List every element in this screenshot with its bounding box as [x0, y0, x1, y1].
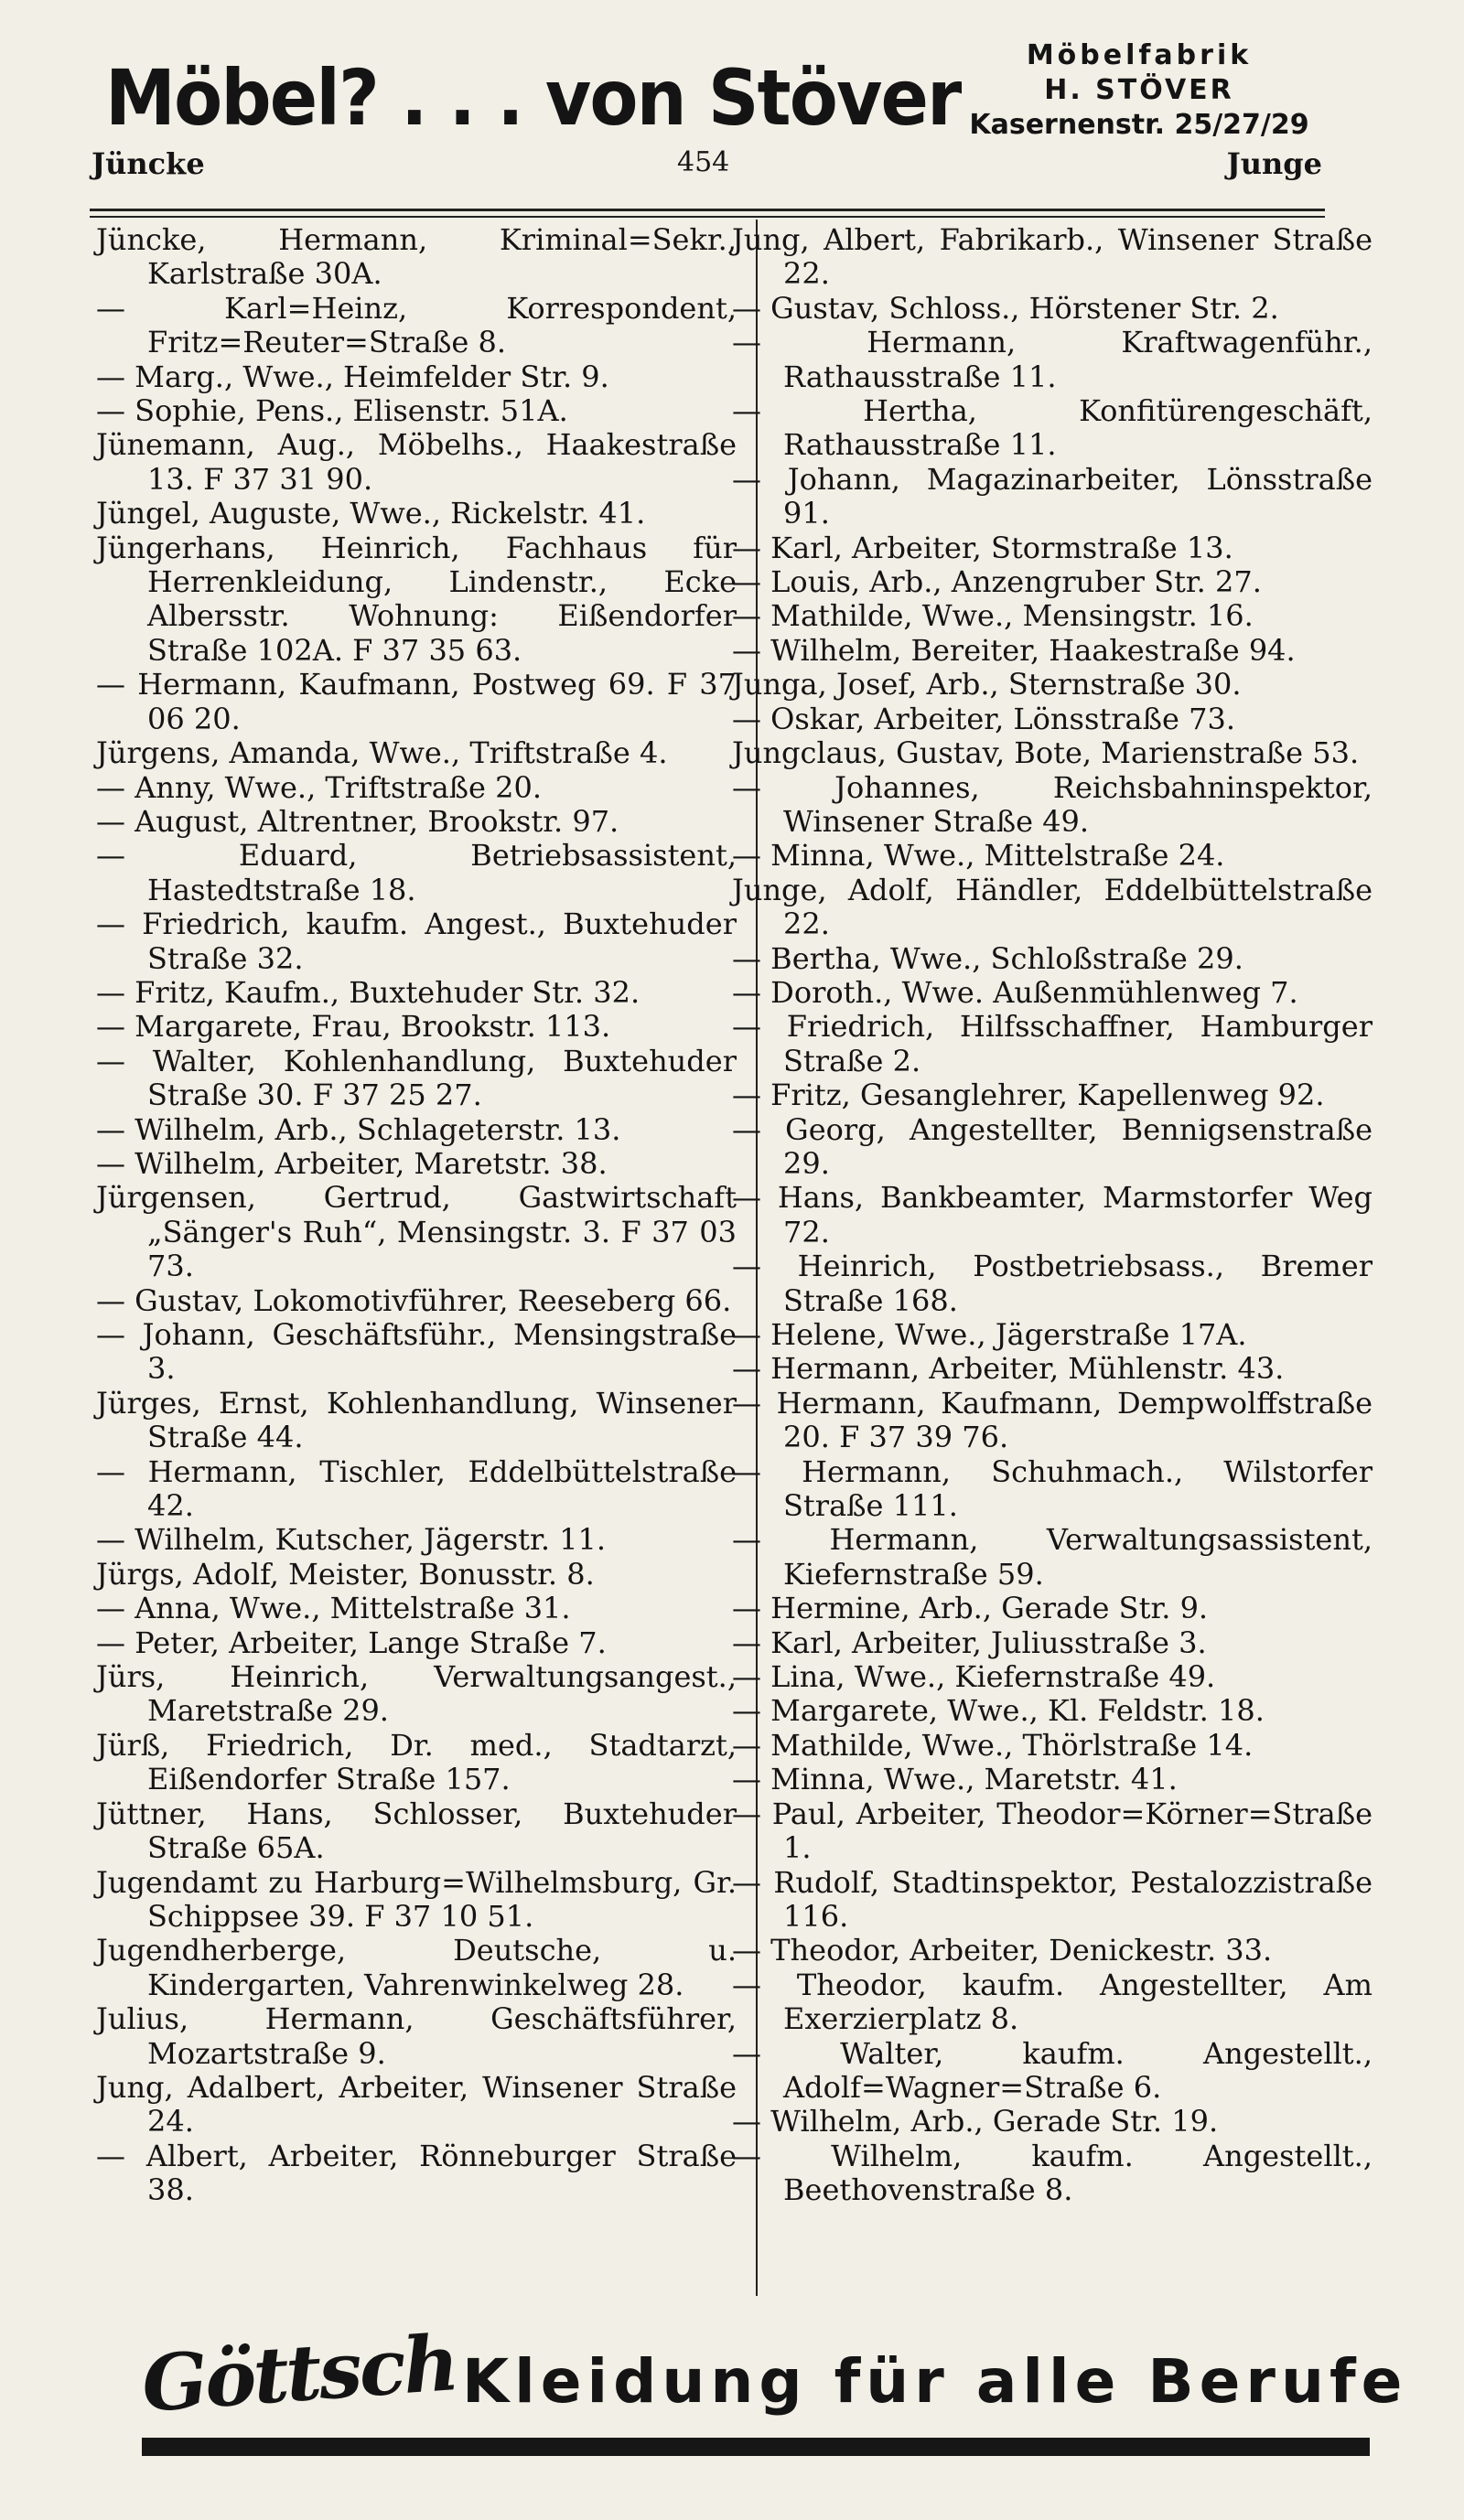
directory-entry: Jungclaus, Gustav, Bote, Marienstraße 53. — [732, 735, 1360, 771]
directory-entry: — Peter, Arbeiter, Lange Straße 7. — [96, 1625, 607, 1660]
directory-column-left — [96, 223, 737, 2208]
directory-entry: — Mathilde, Wwe., Thörlstraße 14. — [732, 1727, 1254, 1763]
directory-entry: — Gustav, Schloss., Hörstener Str. 2. — [732, 290, 1279, 326]
directory-entry: — Hermine, Arb., Gerade Str. 9. — [732, 1591, 1209, 1626]
directory-entry: — Friedrich, Hilfsschaffner, Hamburger Straße 2. — [732, 1009, 1372, 1078]
ad-slogan: Kleidung für alle Berufe — [462, 2346, 1408, 2417]
directory-entry: — Hertha, Konfitürengeschäft, Rathausstraße 11. — [732, 393, 1372, 463]
brand-logo: Göttsch — [138, 2317, 459, 2429]
directory-entry: — Hermann, Schuhmach., Wilstorfer Straße 111. — [732, 1453, 1372, 1524]
directory-entry: — Johann, Magazinarbeiter, Lönsstraße 91. — [732, 461, 1372, 531]
directory-entry: — Albert, Arbeiter, Rönneburger Straße 38. — [96, 2138, 737, 2208]
directory-entry: Jürß, Friedrich, Dr. med., Stadtarzt, Eißendorfer Straße 157. — [96, 1727, 737, 1797]
directory-entry: — Anny, Wwe., Triftstraße 20. — [96, 769, 543, 805]
directory-entry: — Wilhelm, Arb., Gerade Str. 19. — [732, 2104, 1219, 2139]
header-rule — [90, 209, 1325, 211]
top-advertisement — [105, 39, 1322, 154]
directory-entry: — Doroth., Wwe. Außenmühlenweg 7. — [732, 974, 1298, 1010]
directory-entry: — Anna, Wwe., Mittelstraße 31. — [96, 1591, 571, 1626]
ad-firm-block — [956, 38, 1322, 143]
directory-entry: — Karl, Arbeiter, Juliusstraße 3. — [732, 1625, 1207, 1660]
bottom-advertisement — [138, 2317, 1408, 2474]
directory-entry: — Rudolf, Stadtinspektor, Pestalozzistraße 116. — [732, 1864, 1372, 1934]
header-last-entry: Junge — [1226, 146, 1322, 181]
directory-entry: — Minna, Wwe., Maretstr. 41. — [732, 1762, 1178, 1797]
directory-entry: — Bertha, Wwe., Schloßstraße 29. — [732, 940, 1243, 976]
directory-entry: Jürgensen, Gertrud, Gastwirtschaft „Sänger's Ruh“, Mensingstr. 3. F 37 03 73. — [96, 1180, 737, 1284]
directory-entry: — Hermann, Arbeiter, Mühlenstr. 43. — [732, 1351, 1285, 1387]
directory-entry: Jung, Adalbert, Arbeiter, Winsener Straße 24. — [96, 2069, 737, 2139]
directory-entry: — Theodor, kaufm. Angestellter, Am Exerzierplatz 8. — [732, 1967, 1372, 2037]
directory-entry: — Helene, Wwe., Jägerstraße 17A. — [732, 1317, 1247, 1352]
brand-underline — [142, 2438, 1370, 2456]
directory-entry: — Margarete, Wwe., Kl. Feldstr. 18. — [732, 1693, 1265, 1729]
directory-entry: — Louis, Arb., Anzengruber Str. 27. — [732, 564, 1262, 600]
page-number: 454 — [677, 146, 730, 178]
directory-entry: — Margarete, Frau, Brookstr. 113. — [96, 1009, 611, 1045]
directory-entry: Jürges, Ernst, Kohlenhandlung, Winsener Straße 44. — [96, 1385, 737, 1455]
directory-entry: — Johann, Geschäftsführ., Mensingstraße 3. — [96, 1317, 737, 1387]
directory-entry: — Paul, Arbeiter, Theodor=Körner=Straße 1. — [732, 1796, 1372, 1866]
directory-entry: — Wilhelm, Bereiter, Haakestraße 94. — [732, 632, 1296, 668]
directory-entry: — Wilhelm, Arb., Schlageterstr. 13. — [96, 1111, 621, 1147]
directory-entry: — Wilhelm, Kutscher, Jägerstr. 11. — [96, 1522, 607, 1558]
directory-entry: Jürgs, Adolf, Meister, Bonusstr. 8. — [96, 1556, 595, 1592]
directory-entry: Jürs, Heinrich, Verwaltungsangest., Maretstraße 29. — [96, 1659, 737, 1729]
directory-entry: — Fritz, Kaufm., Buxtehuder Str. 32. — [96, 974, 640, 1010]
directory-entry: Jüngel, Auguste, Wwe., Rickelstr. 41. — [96, 496, 646, 531]
directory-entry: — Hermann, Kaufmann, Postweg 69. F 37 06 20. — [96, 667, 737, 736]
directory-entry: — Heinrich, Postbetriebsass., Bremer Straße 168. — [732, 1249, 1372, 1318]
directory-entry: Jüncke, Hermann, Kriminal=Sekr., Karlstraße 30A. — [96, 222, 737, 292]
directory-entry: Jung, Albert, Fabrikarb., Winsener Straße 22. — [732, 222, 1372, 292]
ad-firm-line: Möbelfabrik — [1026, 39, 1253, 71]
directory-entry: — Theodor, Arbeiter, Denickestr. 33. — [732, 1933, 1273, 1968]
directory-entry: Junge, Adolf, Händler, Eddelbüttelstraße 22. — [732, 872, 1372, 942]
directory-entry: — Oskar, Arbeiter, Lönsstraße 73. — [732, 701, 1235, 736]
directory-entry: — Wilhelm, Arbeiter, Maretstr. 38. — [96, 1145, 608, 1181]
directory-entry: — Wilhelm, kaufm. Angestellt., Beethovenstraße 8. — [732, 2138, 1372, 2208]
directory-entry: — Hermann, Kraftwagenführ., Rathausstraße 11. — [732, 325, 1372, 394]
directory-entry: — Eduard, Betriebsassistent, Hastedtstraße 18. — [96, 838, 737, 907]
directory-entry: Julius, Hermann, Geschäftsführer, Mozartstraße 9. — [96, 2001, 737, 2071]
directory-entry: — Georg, Angestellter, Bennigsenstraße 29. — [732, 1111, 1372, 1181]
directory-entry: Jüttner, Hans, Schlosser, Buxtehuder Straße 65A. — [96, 1796, 737, 1866]
directory-entry: — Friedrich, kaufm. Angest., Buxtehuder Straße 32. — [96, 906, 737, 976]
directory-entry: Jugendamt zu Harburg=Wilhelmsburg, Gr. Schippsee 39. F 37 10 51. — [96, 1864, 737, 1934]
directory-entry: — Hermann, Verwaltungsassistent, Kiefernstraße 59. — [732, 1522, 1372, 1592]
ad-firm-name: H. STÖVER — [1044, 74, 1234, 106]
directory-entry: — Karl, Arbeiter, Stormstraße 13. — [732, 530, 1233, 565]
directory-entry: — Walter, kaufm. Angestellt., Adolf=Wagner=Straße 6. — [732, 2035, 1372, 2105]
directory-entry: — Marg., Wwe., Heimfelder Str. 9. — [96, 359, 609, 394]
directory-entry: — Gustav, Lokomotivführer, Reeseberg 66. — [96, 1282, 732, 1318]
directory-entry: — Hermann, Kaufmann, Dempwolffstraße 20. F 37 39 76. — [732, 1385, 1372, 1455]
directory-entry: — Minna, Wwe., Mittelstraße 24. — [732, 838, 1225, 874]
directory-entry: — Sophie, Pens., Elisenstr. 51A. — [96, 393, 568, 429]
header-first-entry: Jüncke — [92, 146, 205, 181]
directory-entry: — Karl=Heinz, Korrespondent, Fritz=Reuter=Straße 8. — [96, 290, 737, 360]
directory-entry: — Johannes, Reichsbahninspektor, Winsener Straße 49. — [732, 769, 1372, 839]
header-rule-thin — [90, 216, 1325, 218]
ad-headline: Möbel? . . . von Stöver — [105, 53, 961, 143]
directory-entry: — August, Altrentner, Brookstr. 97. — [96, 803, 619, 839]
directory-entry: — Hans, Bankbeamter, Marmstorfer Weg 72. — [732, 1180, 1372, 1249]
directory-entry: Jünemann, Aug., Möbelhs., Haakestraße 13. F 37 31 90. — [96, 427, 737, 497]
directory-entry: Junga, Josef, Arb., Sternstraße 30. — [732, 667, 1242, 702]
directory-entry: — Mathilde, Wwe., Mensingstr. 16. — [732, 598, 1254, 634]
directory-entry: — Walter, Kohlenhandlung, Buxtehuder Straße 30. F 37 25 27. — [96, 1043, 737, 1113]
ad-firm-address: Kasernenstr. 25/27/29 — [969, 109, 1309, 141]
directory-entry: Jürgens, Amanda, Wwe., Triftstraße 4. — [96, 735, 668, 771]
directory-column-right — [732, 223, 1372, 2208]
directory-entry: Jüngerhans, Heinrich, Fachhaus für Herrenkleidung, Lindenstr., Ecke Albersstr. Wohnung: Eißendorfer Straße 102A. F 37 35 63. — [96, 530, 737, 668]
directory-entry: — Fritz, Gesanglehrer, Kapellenweg 92. — [732, 1078, 1325, 1113]
directory-entry: — Hermann, Tischler, Eddelbüttelstraße 42. — [96, 1453, 737, 1524]
page-header — [92, 146, 1322, 192]
directory-entry: Jugendherberge, Deutsche, u. Kindergarten, Vahrenwinkelweg 28. — [96, 1933, 737, 2002]
directory-entry: — Lina, Wwe., Kiefernstraße 49. — [732, 1659, 1216, 1695]
